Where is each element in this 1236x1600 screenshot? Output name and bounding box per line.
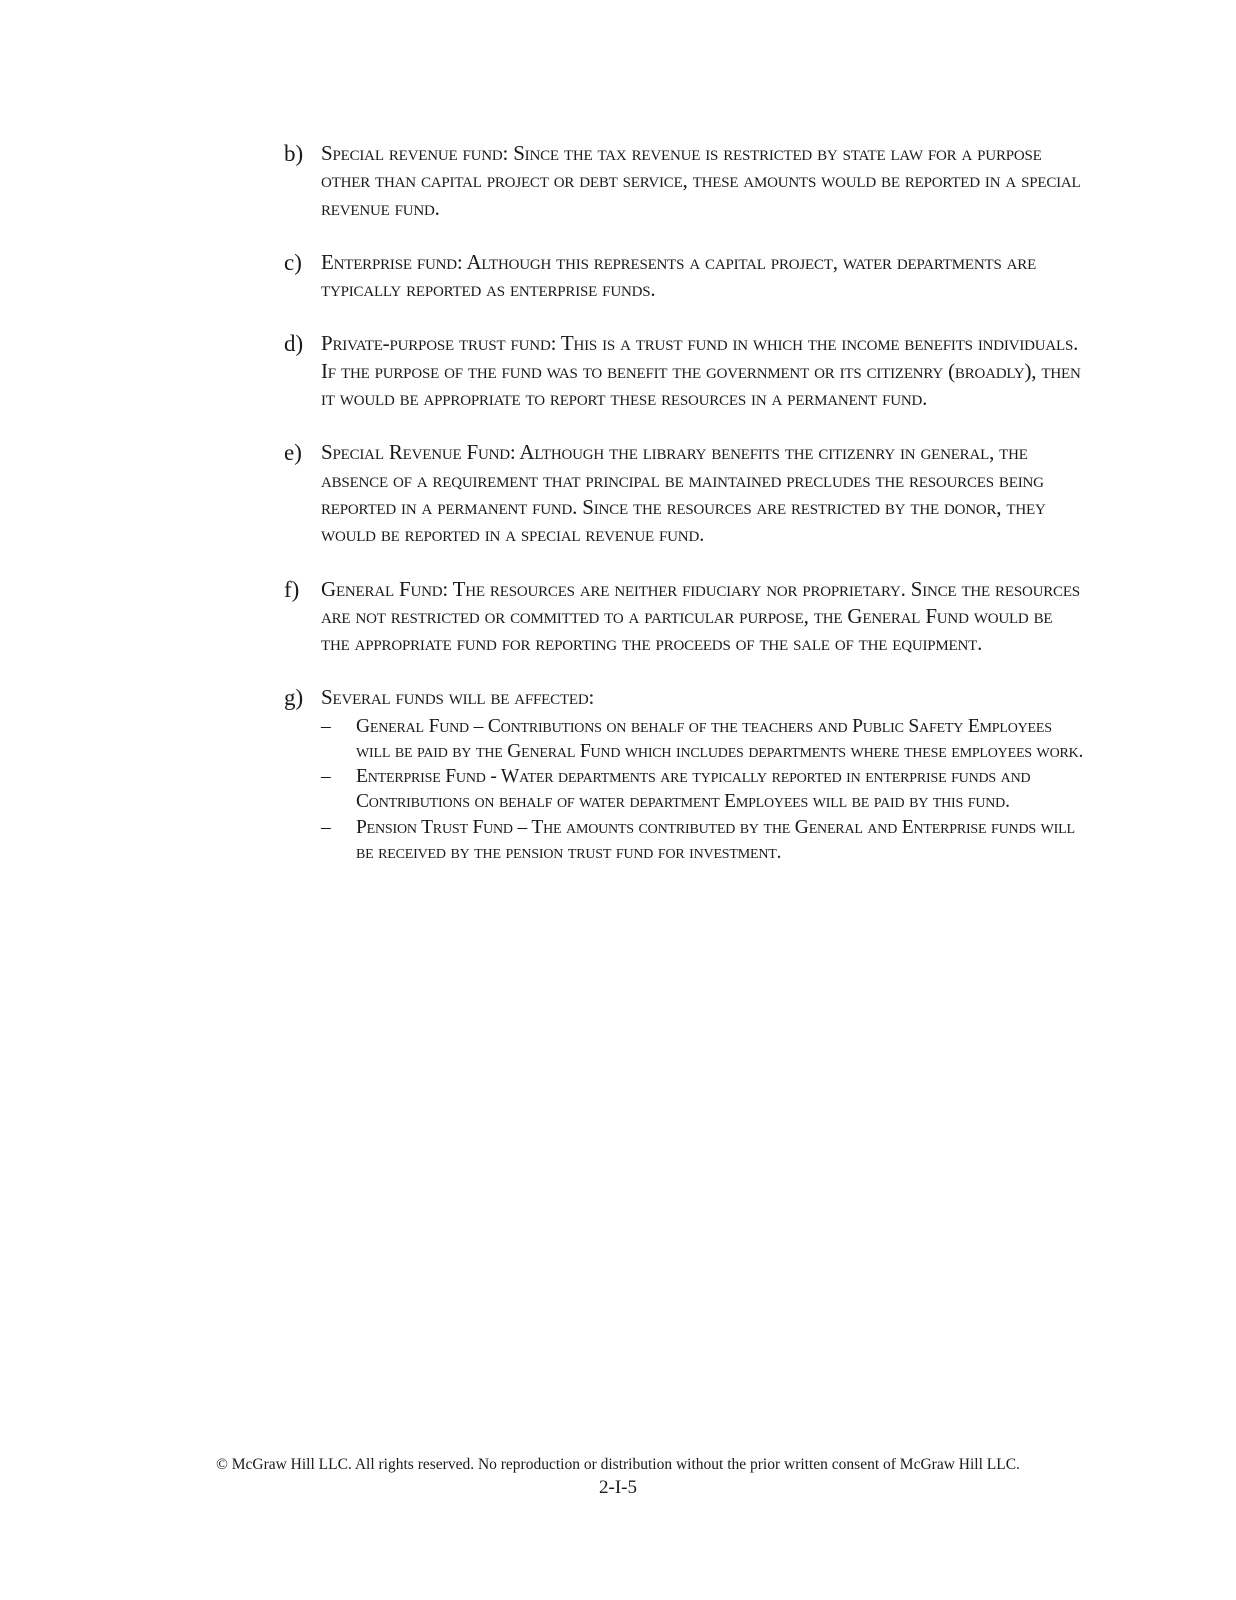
page-number: 2-I-5 bbox=[599, 1477, 637, 1498]
answer-marker: g) bbox=[284, 685, 304, 711]
list-item bbox=[321, 714, 1084, 764]
copyright-notice: © McGraw Hill LLC. All rights reserved. No reproduction or distribution without the prior written consent of McGraw Hill LLC. bbox=[216, 1456, 1020, 1473]
answer-item-b bbox=[284, 140, 1084, 222]
answer-text: Private-purpose trust fund: This is a trust fund in which the income benefits individuals. If the purpose of the fund was to benefit the government or its citizenry (broadly), then it would be appropriate to report these resources in a permanent fund. bbox=[321, 331, 1081, 411]
list-item bbox=[321, 815, 1084, 865]
answer-list bbox=[284, 140, 1084, 892]
affected-funds-list bbox=[321, 714, 1084, 865]
list-item-text: Pension Trust Fund – The amounts contributed by the General and Enterprise funds will be received by the pension trust fund for investment. bbox=[356, 816, 1075, 863]
list-item-text: General Fund – Contributions on behalf of the teachers and Public Safety Employees will be paid by the General Fund which includes departments where these employees work. bbox=[356, 715, 1084, 762]
answer-item-e bbox=[284, 439, 1084, 548]
answer-marker: d) bbox=[284, 331, 304, 357]
answer-text: Several funds will be affected: bbox=[321, 685, 595, 710]
list-item-text: Enterprise Fund - Water departments are typically reported in enterprise funds and Contributions on behalf of water department Employees will be paid by this fund. bbox=[356, 766, 1031, 813]
answer-text: General Fund: The resources are neither fiduciary nor proprietary. Since the resources are not restricted or committed to a particular purpose, the General Fund would be the appropriate fund for reporting the proceeds of the sale of the equipment. bbox=[321, 576, 1080, 656]
dash-bullet: – bbox=[321, 766, 331, 788]
dash-bullet: – bbox=[321, 715, 331, 737]
answer-item-g bbox=[284, 684, 1084, 865]
page-footer bbox=[0, 1455, 1236, 1500]
answer-item-c bbox=[284, 249, 1084, 304]
answer-marker: e) bbox=[284, 440, 302, 466]
answer-text: Special revenue fund: Since the tax revenue is restricted by state law for a purpose other than capital project or debt service, these amounts would be reported in a special revenue fund. bbox=[321, 141, 1081, 220]
dash-bullet: – bbox=[321, 816, 331, 838]
answer-text: Enterprise fund: Although this represents a capital project, water departments are typically reported as enterprise funds. bbox=[321, 249, 1037, 302]
answer-text: Special Revenue Fund: Although the library benefits the citizenry in general, the absence of a requirement that principal be maintained precludes the resources being reported in a permanent fund. Since the resources are restricted by the donor, they would be reported in a special revenue fund. bbox=[321, 440, 1046, 547]
answer-marker: b) bbox=[284, 141, 304, 166]
answer-item-f bbox=[284, 576, 1084, 658]
answer-marker: c) bbox=[284, 249, 302, 275]
answer-marker: f) bbox=[284, 576, 300, 602]
list-item bbox=[321, 764, 1084, 814]
answer-item-d bbox=[284, 330, 1084, 412]
